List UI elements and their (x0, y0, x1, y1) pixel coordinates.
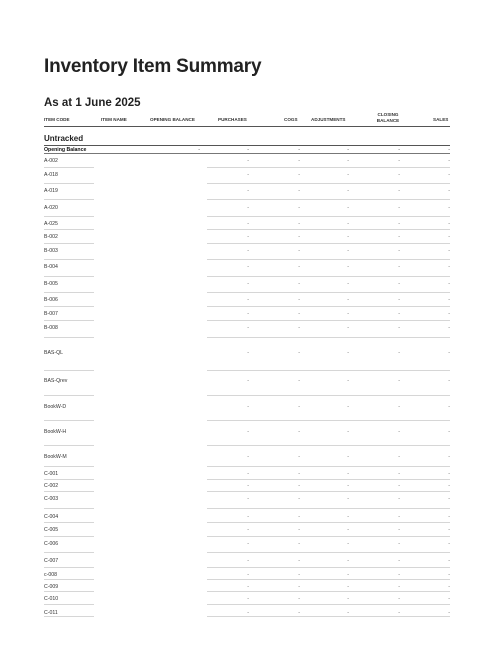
row-divider (44, 445, 94, 446)
item-code: A-025 (44, 221, 58, 227)
sales-cell: - (448, 325, 450, 331)
cogs-cell: - (298, 172, 300, 178)
sales-cell: - (448, 572, 450, 578)
cogs-cell: - (298, 234, 300, 240)
sales-cell: - (448, 378, 450, 384)
adjustments-cell: - (347, 172, 349, 178)
closing-balance-cell: - (398, 158, 400, 164)
purchases-cell: - (247, 596, 249, 602)
purchases-cell: - (247, 297, 249, 303)
closing-balance-cell: - (398, 429, 400, 435)
row-divider (44, 420, 94, 421)
purchases-cell: - (247, 248, 249, 254)
opening-balance-cell: - (198, 147, 200, 153)
row-divider (44, 466, 94, 467)
adjustments-cell: - (347, 378, 349, 384)
row-divider (44, 616, 94, 617)
row-divider (44, 536, 94, 537)
sales-cell: - (448, 471, 450, 477)
purchases-cell: - (247, 483, 249, 489)
sales-cell: - (448, 454, 450, 460)
row-divider (44, 216, 94, 217)
section-title: Untracked (44, 134, 84, 143)
purchases-cell: - (247, 158, 249, 164)
row-divider (44, 579, 94, 580)
cogs-cell: - (298, 514, 300, 520)
cogs-cell: - (298, 558, 300, 564)
item-code: BAS-QL (44, 350, 64, 356)
organisation-name-cropped (44, 89, 114, 92)
row-divider (207, 508, 450, 509)
row-divider (44, 259, 94, 260)
closing-balance-cell: - (398, 221, 400, 227)
closing-balance-cell: - (398, 297, 400, 303)
row-divider (207, 536, 450, 537)
adjustments-cell: - (347, 541, 349, 547)
row-divider (44, 292, 94, 293)
item-code: C-004 (44, 514, 59, 520)
closing-balance-cell: - (398, 558, 400, 564)
purchases-cell: - (247, 221, 249, 227)
row-divider (207, 466, 450, 467)
purchases-cell: - (247, 558, 249, 564)
row-divider (44, 395, 94, 396)
purchases-cell: - (247, 234, 249, 240)
closing-balance-cell: - (398, 527, 400, 533)
closing-balance-cell: - (398, 572, 400, 578)
row-divider (207, 552, 450, 553)
sales-cell: - (448, 429, 450, 435)
cogs-cell: - (298, 527, 300, 533)
cogs-cell: - (298, 610, 300, 616)
cogs-cell: - (298, 496, 300, 502)
row-divider (207, 216, 450, 217)
cogs-cell: - (298, 404, 300, 410)
purchases-cell: - (247, 188, 249, 194)
closing-balance-cell: - (398, 264, 400, 270)
adjustments-cell: - (347, 311, 349, 317)
cogs-cell: - (298, 572, 300, 578)
item-code: C-009 (44, 584, 59, 590)
row-divider (207, 259, 450, 260)
sales-cell: - (448, 610, 450, 616)
adjustments-cell: - (347, 514, 349, 520)
item-code: BAS-Qrev (44, 378, 68, 384)
item-code: C-007 (44, 558, 59, 564)
purchases-cell: - (247, 584, 249, 590)
closing-balance-cell: - (398, 378, 400, 384)
item-code: B-005 (44, 281, 58, 287)
row-divider (44, 229, 94, 230)
cogs-cell: - (298, 281, 300, 287)
row-divider (44, 591, 94, 592)
item-code: C-001 (44, 471, 59, 477)
sales-cell: - (448, 483, 450, 489)
adjustments-cell: - (347, 264, 349, 270)
row-divider (207, 199, 450, 200)
cogs-cell: - (298, 205, 300, 211)
closing-balance-cell: - (398, 404, 400, 410)
closing-balance-cell: - (398, 596, 400, 602)
sales-cell: - (448, 264, 450, 270)
row-divider (207, 445, 450, 446)
closing-balance-cell: - (398, 234, 400, 240)
item-code: BookW-D (44, 404, 67, 410)
row-divider (207, 292, 450, 293)
report-title: Inventory Item Summary (44, 56, 262, 77)
cogs-cell: - (298, 297, 300, 303)
adjustments-cell: - (347, 454, 349, 460)
purchases-cell: - (247, 281, 249, 287)
row-divider (44, 604, 94, 605)
cogs-cell: - (298, 584, 300, 590)
sales-cell: - (448, 558, 450, 564)
purchases-cell: - (247, 264, 249, 270)
report-date: As at 1 June 2025 (44, 97, 141, 109)
row-divider (207, 320, 450, 321)
item-code: BookW-H (44, 429, 67, 435)
row-divider (207, 229, 450, 230)
row-divider (44, 370, 94, 371)
item-code: B-007 (44, 311, 58, 317)
row-divider (44, 183, 94, 184)
row-divider (44, 153, 450, 154)
sales-cell: - (448, 221, 450, 227)
adjustments-cell: - (347, 527, 349, 533)
sales-cell: - (448, 158, 450, 164)
adjustments-cell: - (347, 471, 349, 477)
row-divider (44, 552, 94, 553)
sales-cell: - (448, 297, 450, 303)
item-code: A-002 (44, 158, 58, 164)
adjustments-cell: - (347, 496, 349, 502)
purchases-cell: - (247, 514, 249, 520)
col-item-code: ITEM CODE (44, 117, 70, 122)
adjustments-cell: - (347, 572, 349, 578)
closing-balance-cell: - (398, 584, 400, 590)
item-code: C-006 (44, 541, 59, 547)
row-divider (207, 479, 450, 480)
purchases-cell: - (247, 454, 249, 460)
item-code: A-018 (44, 172, 58, 178)
cogs-cell: - (298, 248, 300, 254)
cogs-cell: - (298, 311, 300, 317)
purchases-cell: - (247, 404, 249, 410)
col-adjustments: ADJUSTMENTS (311, 117, 346, 122)
cogs-cell: - (298, 188, 300, 194)
cogs-cell: - (298, 429, 300, 435)
purchases-cell: - (247, 471, 249, 477)
sales-cell: - (448, 496, 450, 502)
closing-balance-cell: - (398, 248, 400, 254)
purchases-cell: - (247, 527, 249, 533)
adjustments-cell: - (347, 188, 349, 194)
row-divider (44, 167, 94, 168)
row-divider (207, 591, 450, 592)
row-divider (207, 167, 450, 168)
purchases-cell: - (247, 572, 249, 578)
cogs-cell: - (298, 264, 300, 270)
row-divider (44, 491, 94, 492)
closing-balance-cell: - (398, 325, 400, 331)
adjustments-cell: - (347, 297, 349, 303)
col-opening-balance: OPENING BALANCE (150, 117, 195, 122)
col-purchases: PURCHASES (218, 117, 247, 122)
adjustments-cell: - (347, 483, 349, 489)
row-divider (207, 616, 450, 617)
adjustments-cell: - (347, 404, 349, 410)
purchases-cell: - (247, 350, 249, 356)
sales-cell: - (448, 350, 450, 356)
closing-balance-cell: - (398, 454, 400, 460)
closing-balance-cell: - (398, 281, 400, 287)
col-cogs: COGS (284, 117, 298, 122)
item-code: B-003 (44, 248, 58, 254)
adjustments-cell: - (347, 234, 349, 240)
row-divider (44, 306, 94, 307)
sales-cell: - (448, 172, 450, 178)
sales-cell: - (448, 281, 450, 287)
sales-cell: - (448, 584, 450, 590)
cogs-cell: - (298, 147, 300, 153)
closing-balance-cell: - (398, 483, 400, 489)
purchases-cell: - (247, 429, 249, 435)
adjustments-cell: - (347, 248, 349, 254)
adjustments-cell: - (347, 221, 349, 227)
row-divider (44, 479, 94, 480)
cogs-cell: - (298, 350, 300, 356)
item-code: BookW-M (44, 454, 67, 460)
item-code: C-010 (44, 596, 59, 602)
section-divider (44, 145, 450, 146)
row-divider (44, 567, 94, 568)
row-divider (207, 337, 450, 338)
row-divider (44, 276, 94, 277)
item-code: B-002 (44, 234, 58, 240)
closing-balance-cell: - (398, 205, 400, 211)
adjustments-cell: - (347, 281, 349, 287)
closing-balance-cell: - (398, 471, 400, 477)
item-code: A-019 (44, 188, 58, 194)
purchases-cell: - (247, 311, 249, 317)
sales-cell: - (448, 514, 450, 520)
closing-balance-cell: - (398, 610, 400, 616)
purchases-cell: - (247, 147, 249, 153)
cogs-cell: - (298, 483, 300, 489)
closing-balance-cell: - (398, 188, 400, 194)
row-divider (207, 370, 450, 371)
adjustments-cell: - (347, 158, 349, 164)
item-code: C-005 (44, 527, 59, 533)
purchases-cell: - (247, 610, 249, 616)
row-divider (207, 604, 450, 605)
col-sales: SALES (433, 117, 449, 122)
row-divider (44, 243, 94, 244)
sales-cell: - (448, 541, 450, 547)
adjustments-cell: - (347, 429, 349, 435)
row-divider (44, 508, 94, 509)
sales-cell: - (448, 234, 450, 240)
closing-balance-cell: - (398, 172, 400, 178)
item-code: c-008 (44, 572, 57, 578)
purchases-cell: - (247, 378, 249, 384)
cogs-cell: - (298, 325, 300, 331)
row-divider (44, 522, 94, 523)
adjustments-cell: - (347, 584, 349, 590)
cogs-cell: - (298, 378, 300, 384)
adjustments-cell: - (347, 610, 349, 616)
row-divider (207, 183, 450, 184)
cogs-cell: - (298, 158, 300, 164)
cogs-cell: - (298, 471, 300, 477)
col-item-name: ITEM NAME (101, 117, 127, 122)
closing-balance-cell: - (398, 311, 400, 317)
sales-cell: - (448, 205, 450, 211)
item-code: B-008 (44, 325, 58, 331)
col-closing-balance: CLOSING BALANCE (376, 112, 400, 123)
sales-cell: - (448, 188, 450, 194)
purchases-cell: - (247, 205, 249, 211)
sales-cell: - (448, 527, 450, 533)
sales-cell: - (448, 248, 450, 254)
item-code: Opening Balance (44, 147, 87, 153)
sales-cell: - (448, 311, 450, 317)
item-code: C-003 (44, 496, 59, 502)
header-divider (44, 126, 450, 127)
item-code: A-020 (44, 205, 58, 211)
adjustments-cell: - (347, 596, 349, 602)
adjustments-cell: - (347, 147, 349, 153)
closing-balance-cell: - (398, 147, 400, 153)
closing-balance-cell: - (398, 541, 400, 547)
row-divider (207, 567, 450, 568)
row-divider (44, 337, 94, 338)
row-divider (207, 420, 450, 421)
item-code: B-006 (44, 297, 58, 303)
cogs-cell: - (298, 596, 300, 602)
cogs-cell: - (298, 541, 300, 547)
row-divider (207, 276, 450, 277)
purchases-cell: - (247, 325, 249, 331)
row-divider (207, 579, 450, 580)
row-divider (44, 320, 94, 321)
row-divider (207, 243, 450, 244)
item-code: C-002 (44, 483, 59, 489)
sales-cell: - (448, 596, 450, 602)
cogs-cell: - (298, 454, 300, 460)
adjustments-cell: - (347, 205, 349, 211)
row-divider (44, 199, 94, 200)
row-divider (207, 522, 450, 523)
sales-cell: - (448, 404, 450, 410)
adjustments-cell: - (347, 325, 349, 331)
row-divider (207, 306, 450, 307)
row-divider (207, 395, 450, 396)
purchases-cell: - (247, 172, 249, 178)
purchases-cell: - (247, 541, 249, 547)
adjustments-cell: - (347, 558, 349, 564)
closing-balance-cell: - (398, 514, 400, 520)
row-divider (207, 491, 450, 492)
sales-cell: - (448, 147, 450, 153)
purchases-cell: - (247, 496, 249, 502)
item-code: C-011 (44, 610, 58, 616)
adjustments-cell: - (347, 350, 349, 356)
closing-balance-cell: - (398, 496, 400, 502)
closing-balance-cell: - (398, 350, 400, 356)
cogs-cell: - (298, 221, 300, 227)
item-code: B-004 (44, 264, 58, 270)
